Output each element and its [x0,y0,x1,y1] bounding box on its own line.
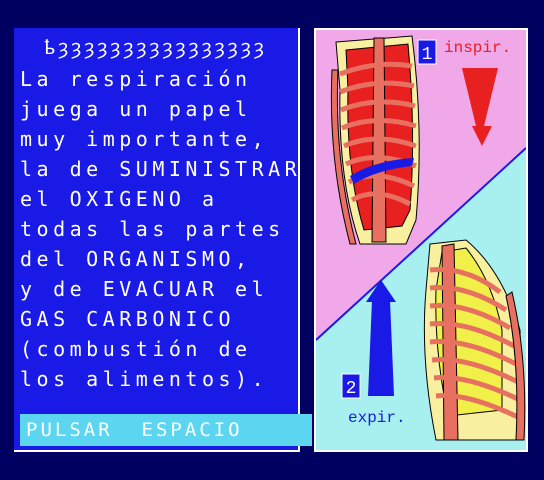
text-line: y de EVACUAR el [20,277,269,301]
inspiration-number: 1 [421,45,433,65]
text-line: todas las partes [20,217,285,241]
text-line: el OXIGENO a [20,187,219,211]
text-line: juega un papel [20,97,252,121]
respiration-diagram [314,28,528,452]
text-line: GAS CARBONICO [20,307,236,331]
inspiration-label: inspir. [444,39,512,57]
expiration-number: 2 [345,379,357,399]
ribcage-inspiration [331,36,419,244]
text-line: del ORGANISMO, [20,247,252,271]
text-line: los alimentos). [20,367,269,391]
press-space-prompt[interactable]: PULSAR ESPACIO [20,414,312,446]
text-line: la de SUMINISTRAR [20,157,302,181]
text-line: La respiración [20,67,252,91]
title-decoration: ҍȝȝȝȝȝȝȝȝȝȝȝȝȝȝȝȝ [44,35,266,59]
explanation-text [20,64,301,394]
expiration-label: expir. [348,409,406,427]
text-line: muy importante, [20,127,269,151]
up-arrow-icon [368,300,394,396]
diagram-canvas [316,30,526,450]
text-line: (combustión de [20,337,252,361]
